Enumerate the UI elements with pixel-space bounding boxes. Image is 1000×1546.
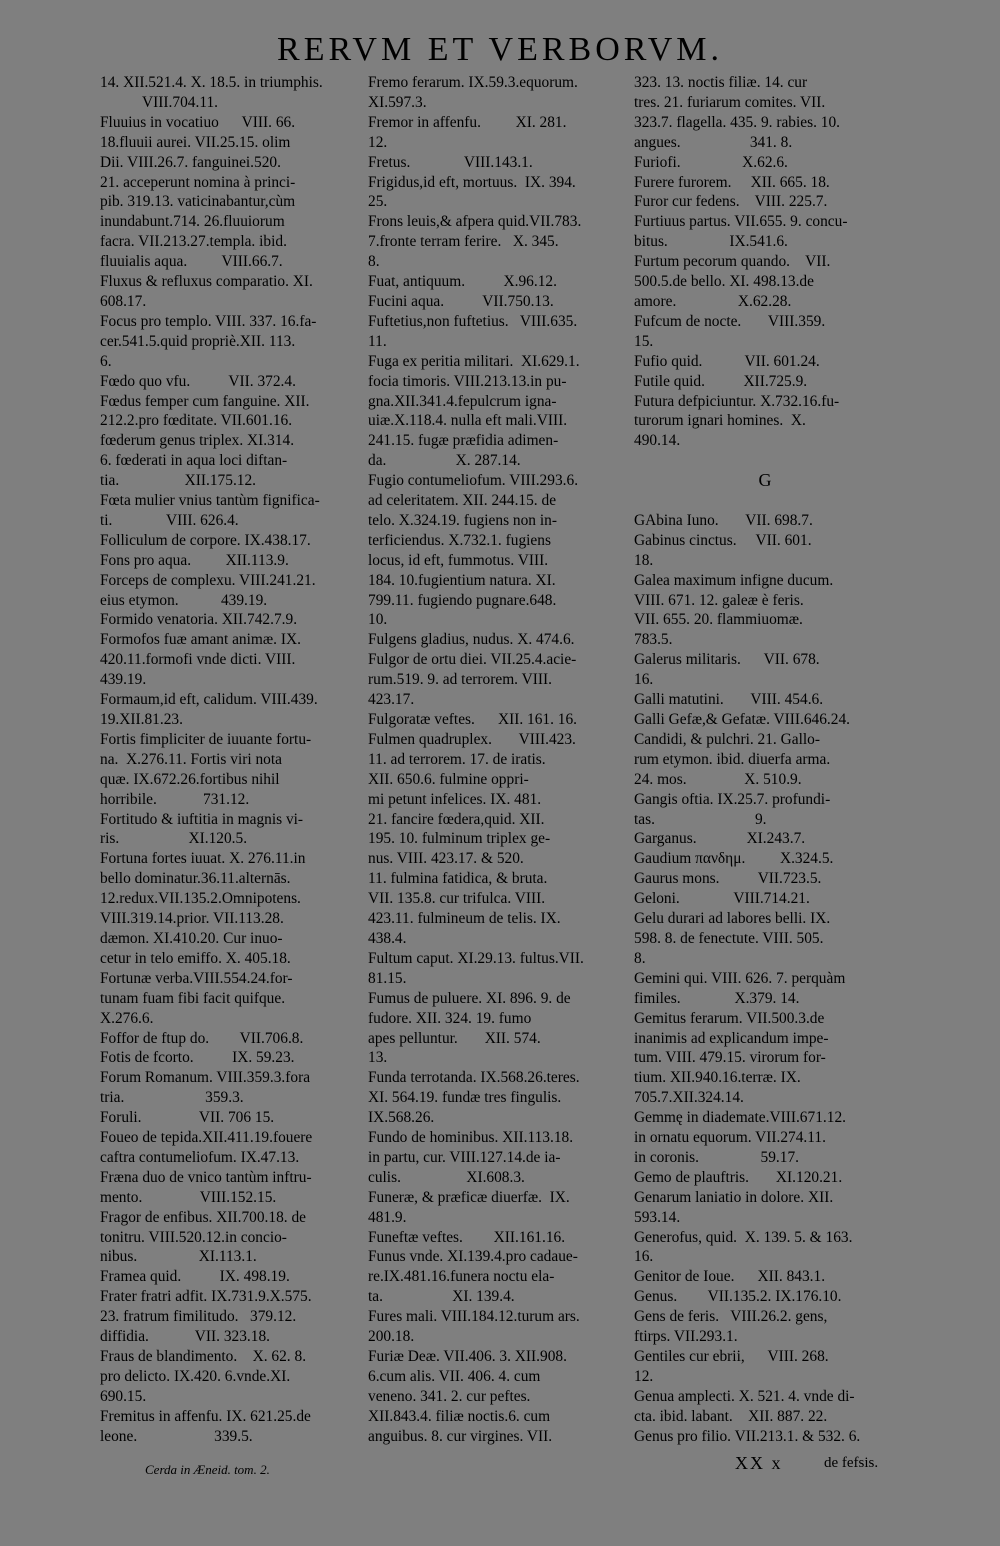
index-entry-line: 593.14. — [634, 1208, 681, 1226]
index-entry-line: Galea maximum infigne ducum. — [634, 571, 834, 589]
index-entry-line: Gangis oftia. IX.25.7. profundi- — [634, 790, 831, 808]
index-entry-line: Gaudium πανδημ. X.324.5. — [634, 850, 834, 868]
index-entry-line: 423.17. — [368, 691, 415, 709]
index-entry-line: Fulgoratæ veftes. XII. 161. 16. — [368, 711, 578, 728]
index-entry-line: tres. 21. furiarum comites. VII. — [634, 93, 826, 111]
index-entry-line: Funus vnde. XI.139.4.pro cadaue- — [368, 1248, 578, 1266]
index-entry-line: tria. 359.3. — [100, 1089, 244, 1107]
index-entry-line: Gens de feris. VIII.26.2. gens, — [634, 1308, 828, 1326]
index-entry-line: 11. fulmina fatidica, & bruta. — [368, 870, 548, 888]
index-entry-line: Gemitus ferarum. VII.500.3.de — [634, 1009, 825, 1027]
index-entry-line: Gemmę in diademate.VIII.671.12. — [634, 1109, 846, 1127]
index-entry-line: ta. XI. 139.4. — [368, 1288, 515, 1306]
index-entry-line: 21. fancire fœdera,quid. XII. — [368, 810, 545, 828]
index-entry-line: 490.14. — [634, 432, 681, 450]
index-entry-line: tas. 9. — [634, 810, 767, 828]
index-entry-line: horribile. 731.12. — [100, 790, 250, 808]
index-entry-line: 323.7. flagella. 435. 9. rabies. 10. — [634, 113, 841, 131]
index-entry-line: tium. XII.940.16.terræ. IX. — [634, 1069, 801, 1087]
index-entry-line: Forum Romanum. VIII.359.3.fora — [100, 1069, 311, 1087]
index-entry-line: 10. — [368, 611, 388, 629]
index-entry-line: in partu, cur. VIII.127.14.de ia- — [368, 1148, 561, 1166]
index-entry-line: 608.17. — [100, 292, 147, 310]
index-entry-line: ad celeritatem. XII. 244.15. de — [368, 492, 557, 510]
index-entry-line: Fluxus & refluxus comparatio. XI. — [100, 273, 313, 291]
index-entry-line: 439.19. — [100, 671, 147, 689]
index-entry-line: Fremitus in affenfu. IX. 621.25.de — [100, 1407, 311, 1425]
index-entry-line: Fufcum de nocte. VIII.359. — [634, 312, 826, 330]
index-entry-line: 12. — [634, 1367, 654, 1385]
index-entry-line: Foruli. VII. 706 15. — [100, 1109, 275, 1127]
index-entry-line: nibus. XI.113.1. — [100, 1248, 257, 1266]
index-entry-line: mi petunt infelices. IX. 481. — [368, 790, 542, 808]
index-entry-line: Gemo de plauftris. XI.120.21. — [634, 1168, 843, 1186]
index-entry-line: pro delicto. IX.420. 6.vnde.XI. — [100, 1367, 291, 1385]
index-entry-line: Fremo ferarum. IX.59.3.equorum. — [368, 74, 578, 91]
index-entry-line: fœderum genus triplex. XI.314. — [100, 432, 295, 450]
index-entry-line: bitus. IX.541.6. — [634, 233, 788, 251]
index-entry-line: 705.7.XII.324.14. — [634, 1089, 744, 1107]
index-entry-line: 500.5.de bello. XI. 498.13.de — [634, 273, 814, 291]
index-entry-line: Geloni. VIII.714.21. — [634, 890, 810, 908]
index-entry-line: Galli Gefæ,& Gefatæ. VIII.646.24. — [634, 711, 850, 728]
index-entry-line: Genua amplecti. X. 521. 4. vnde di- — [634, 1387, 855, 1405]
index-entry-line: Fraus de blandimento. X. 62. 8. — [100, 1348, 307, 1365]
index-entry-line: Futile quid. XII.725.9. — [634, 372, 808, 390]
index-entry-line: tia. XII.175.12. — [100, 472, 257, 490]
index-entry-line: Fulgor de ortu diei. VII.25.4.acie- — [368, 651, 577, 669]
index-entry-line: VII. 655. 20. flammiuomæ. — [634, 611, 803, 629]
index-entry-line: 6.cum alis. VII. 406. 4. cum — [368, 1367, 541, 1385]
index-entry-line: 24. mos. X. 510.9. — [634, 770, 802, 788]
index-entry-line: Fugio contumeliofum. VIII.293.6. — [368, 472, 579, 490]
index-entry-line: Genitor de Ioue. XII. 843.1. — [634, 1268, 826, 1286]
index-entry-line: rum etymon. ibid. diuerfa arma. — [634, 750, 831, 768]
index-entry-line: Fortitudo & iuftitia in magnis vi- — [100, 810, 304, 828]
index-entry-line: da. X. 287.14. — [368, 452, 521, 470]
index-entry-line: Fundo de hominibus. XII.113.18. — [368, 1129, 574, 1147]
index-entry-line: Furiæ Deæ. VII.406. 3. XII.908. — [368, 1348, 567, 1365]
index-entry-line: cta. ibid. labant. XII. 887. 22. — [634, 1407, 828, 1425]
index-entry-line: 195. 10. fulminum triplex ge- — [368, 830, 551, 848]
index-entry-line: 14. XII.521.4. X. 18.5. in triumphis. — [100, 74, 323, 91]
index-entry-line: diffidia. VII. 323.18. — [100, 1328, 270, 1346]
index-entry-line: uiæ.X.118.4. nulla eft mali.VIII. — [368, 412, 568, 430]
index-entry-line: XII.843.4. filiæ noctis.6. cum — [368, 1407, 551, 1425]
index-entry-line: 18.fluuii aurei. VII.25.15. olim — [100, 133, 291, 151]
index-entry-line: 8. — [634, 949, 646, 967]
index-entry-line: Fures mali. VIII.184.12.turum ars. — [368, 1308, 580, 1326]
index-entry-line: Fotis de fcorto. IX. 59.23. — [100, 1049, 295, 1067]
index-entry-line: XII. 650.6. fulmine oppri- — [368, 770, 529, 788]
index-entry-line: 799.11. fugiendo pugnare.648. — [368, 591, 557, 609]
index-entry-line: Gelu durari ad labores belli. IX. — [634, 910, 831, 928]
index-entry-line: inanimis ad explicandum impe- — [634, 1029, 829, 1047]
index-entry-line: caftra contumeliofum. IX.47.13. — [100, 1148, 300, 1166]
index-entry-line: 438.4. — [368, 929, 407, 947]
index-entry-line: leone. 339.5. — [100, 1427, 253, 1445]
index-entry-line: 241.15. fugæ præfidia adimen- — [368, 432, 559, 450]
catchword: de fefsis. — [824, 1455, 879, 1471]
index-entry-line: Generofus, quid. X. 139. 5. & 163. — [634, 1228, 853, 1246]
index-entry-line: Funda terrotanda. IX.568.26.teres. — [368, 1069, 580, 1087]
index-entry-line: Foffor de ftup do. VII.706.8. — [100, 1029, 304, 1047]
index-entry-line: Futura defpiciuntur. X.732.16.fu- — [634, 392, 840, 410]
index-entry-line: facra. VII.213.27.templa. ibid. — [100, 233, 287, 251]
index-entry-line: tum. VIII. 479.15. virorum for- — [634, 1049, 826, 1067]
index-entry-line — [634, 491, 896, 511]
index-entry-line: 81.15. — [368, 969, 407, 987]
index-entry-line: Dii. VIII.26.7. fanguinei.520. — [100, 153, 281, 171]
index-entry-line: re.IX.481.16.funera noctu ela- — [368, 1268, 555, 1286]
index-entry-line: IX.568.26. — [368, 1109, 435, 1127]
index-entry-line: Furere furorem. XII. 665. 18. — [634, 173, 830, 191]
gathering-signature: XX x — [735, 1453, 783, 1473]
index-entry-line: Fucini aqua. VII.750.13. — [368, 292, 554, 310]
index-entry-line: Genarum laniatio in dolore. XII. — [634, 1188, 834, 1206]
index-entry-line: fimiles. X.379. 14. — [634, 989, 800, 1007]
index-entry-line: Forceps de complexu. VIII.241.21. — [100, 571, 316, 589]
index-entry-line: quæ. IX.672.26.fortibus nihil — [100, 770, 280, 788]
index-entry-line: 21. acceperunt nomina à princi- — [100, 173, 296, 191]
index-entry-line: 23. fratrum fimilitudo. 379.12. — [100, 1308, 297, 1326]
index-entry-line: ris. XI.120.5. — [100, 830, 248, 848]
index-entry-line: Fœdo quo vfu. VII. 372.4. — [100, 372, 296, 390]
index-entry-line: rum.519. 9. ad terrorem. VIII. — [368, 671, 552, 689]
index-entry-line: Furtiuus partus. VII.655. 9. concu- — [634, 213, 848, 231]
index-entry-line: 12.redux.VII.135.2.Omnipotens. — [100, 890, 301, 908]
running-head: RERVM ET VERBORVM. — [277, 31, 723, 68]
index-entry-line: Fræna duo de vnico tantùm inftru- — [100, 1168, 312, 1186]
index-entry-line: Funeftæ veftes. XII.161.16. — [368, 1228, 566, 1246]
index-entry-line: 200.18. — [368, 1328, 415, 1346]
index-entry-line: Gemini qui. VIII. 626. 7. perquàm — [634, 969, 846, 987]
index-entry-line: Fœdus femper cum fanguine. XII. — [100, 392, 310, 410]
index-entry-line: 598. 8. de fenectute. VIII. 505. — [634, 929, 824, 947]
index-entry-line: 11. — [368, 332, 387, 350]
index-entry-line: Funeræ, & præficæ diuerfæ. IX. — [368, 1188, 570, 1206]
index-entry-line: 25. — [368, 193, 388, 211]
index-entry-line: Garganus. XI.243.7. — [634, 830, 806, 848]
index-entry-line: VIII.319.14.prior. VII.113.28. — [100, 910, 284, 928]
index-entry-line: amore. X.62.28. — [634, 292, 792, 310]
index-entry-line: 481.9. — [368, 1208, 407, 1226]
index-entry-line: Fons pro aqua. XII.113.9. — [100, 551, 289, 569]
index-entry-line: Galerus militaris. VII. 678. — [634, 651, 820, 669]
index-entry-line: in coronis. 59.17. — [634, 1148, 800, 1166]
index-entry-line: dæmon. XI.410.20. Cur inuo- — [100, 929, 283, 947]
index-entry-line: cetur in telo emiffo. X. 405.18. — [100, 949, 291, 967]
index-entry-line: X.276.6. — [100, 1009, 154, 1027]
index-entry-line: Framea quid. IX. 498.19. — [100, 1268, 290, 1286]
index-entry-line: 7.fronte terram ferire. X. 345. — [368, 233, 559, 251]
index-entry-line: ti. VIII. 626.4. — [100, 511, 239, 529]
index-entry-line: 6. fœderati in aqua loci diftan- — [100, 452, 288, 470]
index-entry-line: in ornatu equorum. VII.274.11. — [634, 1129, 826, 1147]
index-entry-line: turorum ignari homines. X. — [634, 412, 806, 430]
index-entry-line: cer.541.5.quid propriè.XII. 113. — [100, 332, 296, 350]
index-entry-line: Genus pro filio. VII.213.1. & 532. 6. — [634, 1427, 861, 1445]
index-entry-line: 420.11.formofi vnde dicti. VIII. — [100, 651, 296, 669]
index-column-right — [634, 73, 896, 1447]
index-entry-line: Frater fratri adfit. IX.731.9.X.575. — [100, 1288, 312, 1306]
index-entry-line: mento. VIII.152.15. — [100, 1188, 277, 1206]
section-letter: G — [758, 470, 772, 491]
index-entry-line: tonitru. VIII.520.12.in concio- — [100, 1228, 287, 1246]
index-entry-line: culis. XI.608.3. — [368, 1168, 525, 1186]
index-entry-line: 13. — [368, 1049, 388, 1067]
index-entry-line: Galli matutini. VIII. 454.6. — [634, 691, 824, 709]
index-entry-line: na. X.276.11. Fortis viri nota — [100, 750, 282, 768]
index-entry-line: Formofos fuæ amant animæ. IX. — [100, 631, 301, 649]
index-entry-line: 212.2.pro fœditate. VII.601.16. — [100, 412, 293, 430]
index-entry-line: Formido venatoria. XII.742.7.9. — [100, 611, 298, 629]
index-entry-line: inundabunt.714. 26.fluuiorum — [100, 213, 285, 231]
signature-line: Cerda in Æneid. tom. 2. — [145, 1462, 270, 1477]
index-entry-line: Fretus. VIII.143.1. — [368, 153, 533, 171]
index-entry-line: XI.597.3. — [368, 93, 427, 111]
index-entry-line: gna.XII.341.4.fepulcrum igna- — [368, 392, 557, 410]
index-entry-line: 323. 13. noctis filiæ. 14. cur — [634, 74, 808, 91]
index-entry-line: focia timoris. VIII.213.13.in pu- — [368, 372, 567, 390]
index-entry-line: telo. X.324.19. fugiens non in- — [368, 511, 557, 529]
index-entry-line: 184. 10.fugientium natura. XI. — [368, 571, 556, 589]
index-entry-line: XI. 564.19. fundæ tres fingulis. — [368, 1089, 562, 1107]
index-entry-line: Fremor in affenfu. XI. 281. — [368, 113, 567, 131]
index-entry-line: ftirps. VII.293.1. — [634, 1328, 738, 1346]
index-entry-line: VIII.704.11. — [100, 93, 218, 111]
index-entry-line: 423.11. fulmineum de telis. IX. — [368, 910, 561, 928]
index-column-middle — [368, 73, 628, 1447]
index-entry-line: Fumus de puluere. XI. 896. 9. de — [368, 989, 571, 1007]
index-entry-line: Formaum,id eft, calidum. VIII.439. — [100, 691, 318, 709]
index-entry-line: Fortuna fortes iuuat. X. 276.11.in — [100, 850, 306, 868]
index-entry-line: Frons leuis,& afpera quid.VII.783. — [368, 213, 582, 231]
index-entry-line: Focus pro templo. VIII. 337. 16.fa- — [100, 312, 317, 330]
index-entry-line: Furor cur fedens. VIII. 225.7. — [634, 193, 828, 211]
index-entry-line: fudore. XII. 324. 19. fumo — [368, 1009, 532, 1027]
index-entry-line: Fragor de enfibus. XII.700.18. de — [100, 1208, 307, 1226]
index-entry-line: bello dominatur.36.11.alternās. — [100, 870, 291, 888]
index-entry-line: Fuga ex peritia militari. XI.629.1. — [368, 352, 580, 370]
index-entry-line: tunam fuam fibi facit quifque. — [100, 989, 286, 1007]
index-entry-line: Gaurus mons. VII.723.5. — [634, 870, 822, 888]
index-entry-line: Furiofi. X.62.6. — [634, 153, 788, 171]
index-entry-line: Folliculum de corpore. IX.438.17. — [100, 531, 311, 549]
index-entry-line: 6. — [100, 352, 112, 370]
index-entry-line: 18. — [634, 551, 654, 569]
index-entry-line: 11. ad terrorem. 17. de iratis. — [368, 750, 546, 768]
index-entry-line: Fulmen quadruplex. VIII.423. — [368, 730, 576, 748]
index-entry-line: 16. — [634, 1248, 654, 1266]
index-entry-line: 19.XII.81.23. — [100, 711, 183, 728]
index-entry-line: Fortis fimpliciter de iuuante fortu- — [100, 730, 312, 748]
index-entry-line: apes pelluntur. XII. 574. — [368, 1029, 541, 1047]
index-entry-line: 12. — [368, 133, 388, 151]
index-entry-line: GAbina Iuno. VII. 698.7. — [634, 511, 813, 529]
index-entry-line: angues. 341. 8. — [634, 133, 793, 151]
index-entry-line: fluuialis aqua. VIII.66.7. — [100, 253, 283, 271]
index-entry-line: eius etymon. 439.19. — [100, 591, 268, 609]
index-entry-line: Candidi, & pulchri. 21. Gallo- — [634, 730, 820, 748]
index-entry-line: Fortunæ verba.VIII.554.24.for- — [100, 969, 293, 987]
index-entry-line: Fuat, antiquum. X.96.12. — [368, 273, 557, 291]
index-entry-line: Fluuius in vocatiuo VIII. 66. — [100, 113, 296, 131]
index-column-left — [100, 73, 358, 1447]
index-entry-line: 15. — [634, 332, 654, 350]
index-entry-line: anguibus. 8. cur virgines. VII. — [368, 1427, 553, 1445]
index-entry-line: terficiendus. X.732.1. fugiens — [368, 531, 551, 549]
index-entry-line: Fulgens gladius, nudus. X. 474.6. — [368, 631, 575, 649]
index-entry-line: Gabinus cinctus. VII. 601. — [634, 531, 812, 549]
index-entry-line: Furtum pecorum quando. VII. — [634, 253, 831, 271]
index-entry-line: pib. 319.13. vaticinabantur,cùm — [100, 193, 296, 211]
index-entry-line: Genus. VII.135.2. IX.176.10. — [634, 1288, 842, 1306]
index-entry-line: Fuftetius,non fuftetius. VIII.635. — [368, 312, 578, 330]
index-entry-line: Fultum caput. XI.29.13. fultus.VII. — [368, 949, 584, 967]
index-entry-line: 8. — [368, 253, 380, 271]
index-entry-line: 16. — [634, 671, 654, 689]
index-entry-line: Frigidus,id eft, mortuus. IX. 394. — [368, 173, 576, 191]
index-entry-line: 690.15. — [100, 1387, 147, 1405]
index-entry-line: Fufio quid. VII. 601.24. — [634, 352, 820, 370]
index-entry-line: Fœta mulier vnius tantùm fignifica- — [100, 492, 320, 510]
index-entry-line: VIII. 671. 12. galeæ è feris. — [634, 591, 804, 609]
index-entry-line: VII. 135.8. cur trifulca. VIII. — [368, 890, 546, 908]
index-entry-line: veneno. 341. 2. cur peftes. — [368, 1387, 531, 1405]
index-entry-line: locus, id eft, fummotus. VIII. — [368, 551, 549, 569]
index-entry-line — [634, 451, 896, 471]
index-entry-line: Foueo de tepida.XII.411.19.fouere — [100, 1129, 313, 1147]
index-entry-line: 783.5. — [634, 631, 673, 649]
index-entry-line: Gentiles cur ebrii, VIII. 268. — [634, 1348, 829, 1365]
index-entry-line: nus. VIII. 423.17. & 520. — [368, 850, 524, 868]
